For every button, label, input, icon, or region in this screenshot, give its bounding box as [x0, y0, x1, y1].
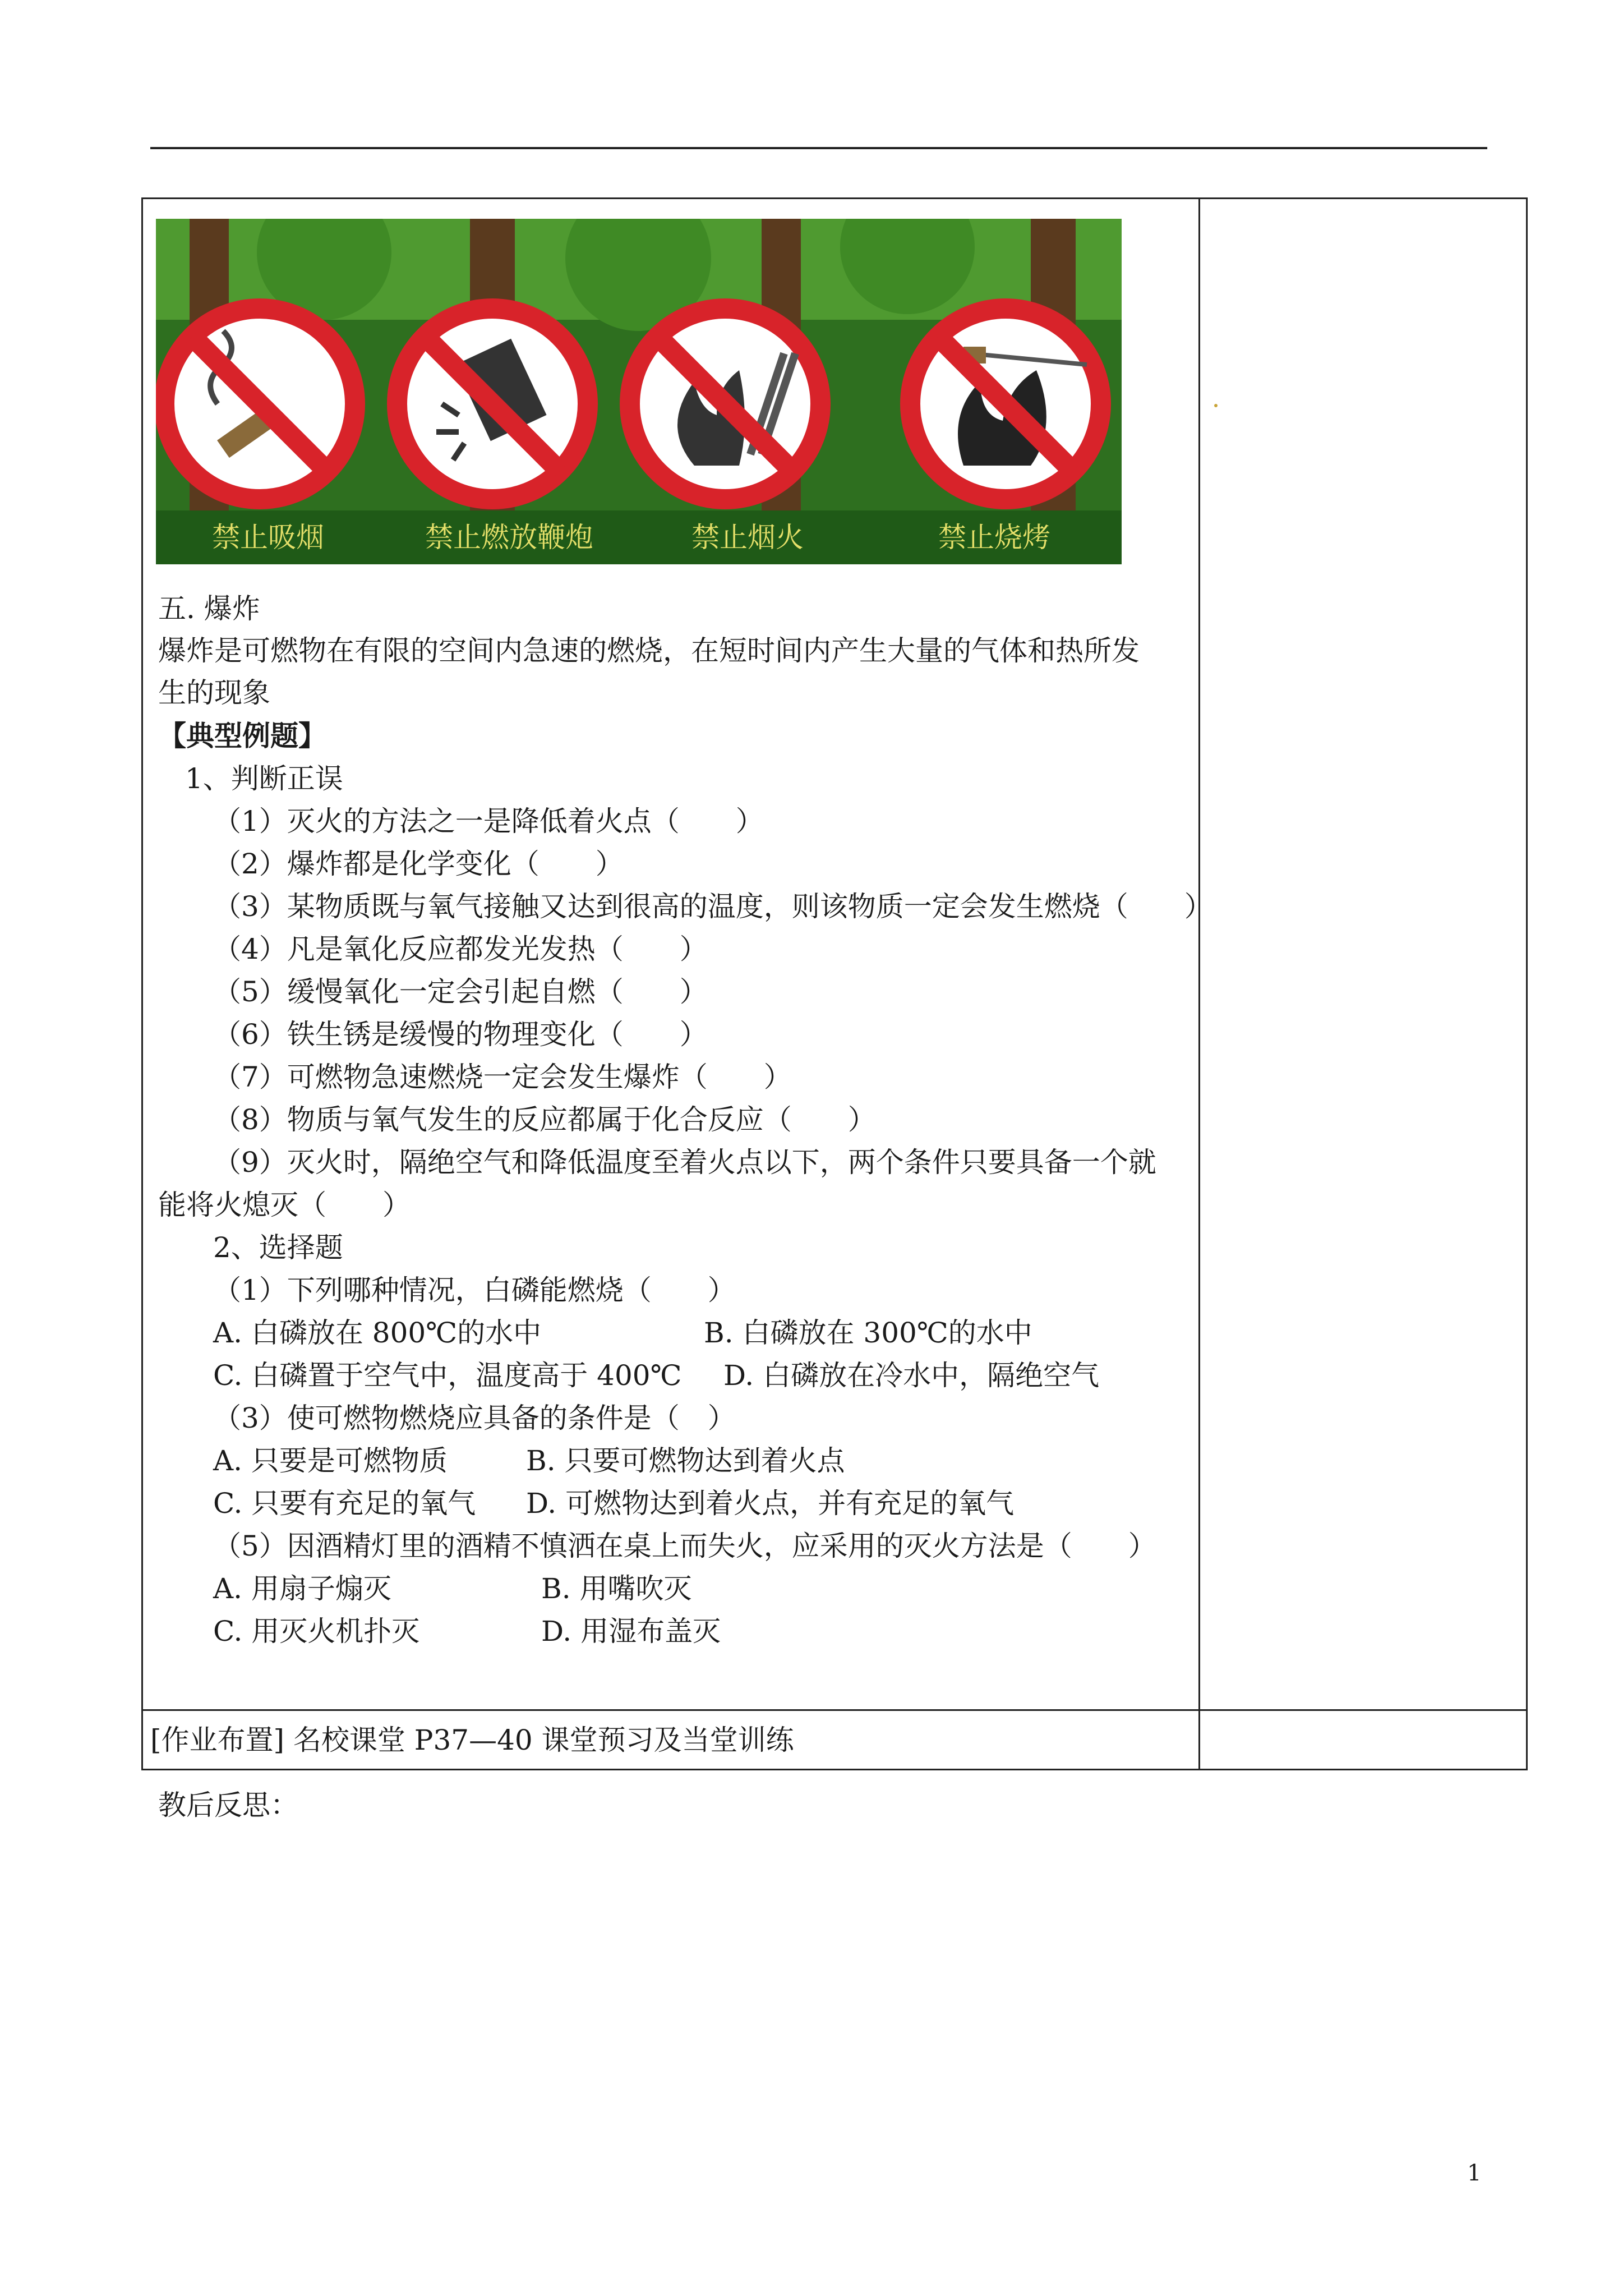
sign-label-no-barbecue: 禁止烧烤	[938, 521, 1050, 554]
q5-option-d: D. 用湿布盖灭	[541, 1615, 721, 1648]
sign-label-no-open-fire: 禁止烟火	[691, 521, 804, 554]
q1-option-b: B. 白磷放在 300℃的水中	[704, 1317, 1032, 1349]
examples-heading: 【典型例题】	[158, 719, 326, 752]
tf-item-5: （5）缓慢氧化一定会引起自燃（ ）	[213, 976, 708, 1008]
header-rule	[150, 147, 1487, 149]
q3-option-d: D. 可燃物达到着火点，并有充足的氧气	[526, 1487, 1015, 1520]
tf-item-6: （6）铁生锈是缓慢的物理变化（ ）	[213, 1018, 708, 1051]
q1-option-d: D. 白磷放在冷水中，隔绝空气	[723, 1359, 1100, 1392]
tf-item-9: （9）灭火时，隔绝空气和降低温度至着火点以下，两个条件只要具备一个就	[213, 1146, 1156, 1179]
page-number: 1	[1467, 2160, 1482, 2186]
q5-option-a: A. 用扇子煽灭	[213, 1572, 391, 1605]
q1-option-a: A. 白磷放在 800℃的水中	[213, 1317, 542, 1349]
tf-item-7: （7）可燃物急速燃烧一定会发生爆炸（ ）	[213, 1061, 792, 1093]
q3-option-b: B. 只要可燃物达到着火点	[526, 1444, 845, 1477]
q1-option-c: C. 白磷置于空气中，温度高于 400℃	[213, 1359, 682, 1392]
tf-item-4: （4）凡是氧化反应都发光发热（ ）	[213, 933, 708, 965]
q3-stem: （3）使可燃物燃烧应具备的条件是（ ）	[213, 1402, 736, 1434]
part2-title: 2、选择题	[213, 1231, 343, 1264]
table-row-divider	[141, 1709, 1528, 1711]
no-barbecue-icon	[910, 309, 1101, 499]
q3-option-c: C. 只要有充足的氧气	[213, 1487, 476, 1520]
no-firecrackers-icon	[397, 309, 588, 499]
no-smoking-icon	[164, 309, 355, 499]
sign-label-no-firecrackers: 禁止燃放鞭炮	[425, 521, 593, 554]
tf-item-9-continuation: 能将火熄灭（ ）	[158, 1189, 411, 1221]
tf-item-3: （3）某物质既与氧气接触又达到很高的温度，则该物质一定会发生燃烧（ ）	[213, 890, 1212, 923]
q5-stem: （5）因酒精灯里的酒精不慎洒在桌上而失火，应采用的灭火方法是（ ）	[213, 1530, 1156, 1562]
margin-speck	[1214, 404, 1218, 407]
definition-line-2: 生的现象	[158, 677, 270, 709]
section-heading: 五. 爆炸	[158, 592, 260, 625]
tf-item-1: （1）灭火的方法之一是降低着火点（ ）	[213, 805, 764, 838]
part1-title: 1、判断正误	[185, 762, 343, 795]
table-column-divider	[1198, 197, 1200, 1770]
reflection-label: 教后反思：	[158, 1789, 298, 1821]
q5-option-b: B. 用嘴吹灭	[541, 1572, 692, 1605]
sign-label-no-smoking: 禁止吸烟	[212, 521, 324, 554]
tf-item-8: （8）物质与氧气发生的反应都属于化合反应（ ）	[213, 1103, 876, 1136]
homework-assignment: [作业布置] 名校课堂 P37—40 课堂预习及当堂训练	[150, 1724, 794, 1756]
q5-option-c: C. 用灭火机扑灭	[213, 1615, 420, 1648]
q3-option-a: A. 只要是可燃物质	[213, 1444, 448, 1477]
q1-stem: （1）下列哪种情况，白磷能燃烧（ ）	[213, 1274, 736, 1306]
fire-prohibition-banner	[156, 219, 1122, 564]
no-open-fire-icon	[630, 309, 820, 499]
tf-item-2: （2）爆炸都是化学变化（ ）	[213, 848, 624, 880]
definition-line-1: 爆炸是可燃物在有限的空间内急速的燃烧，在短时间内产生大量的气体和热所发	[158, 634, 1140, 667]
